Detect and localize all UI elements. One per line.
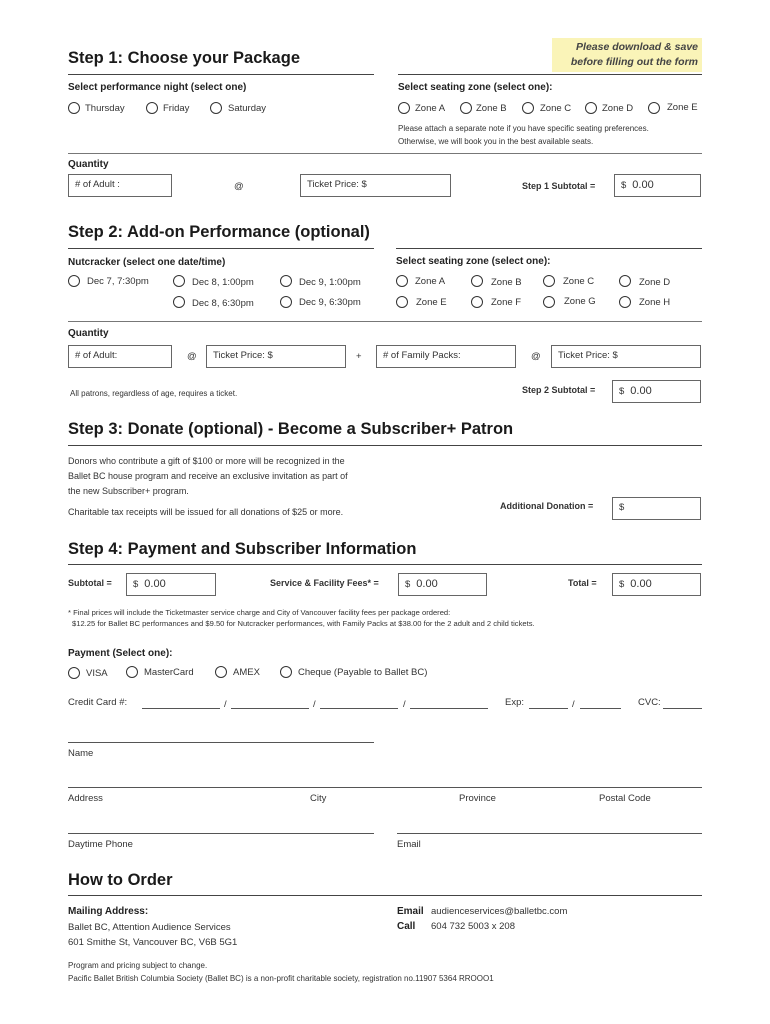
radio-dec7-730-label: Dec 7, 7:30pm bbox=[87, 276, 149, 287]
radio-s2-zone-h[interactable] bbox=[619, 296, 631, 308]
radio-friday-label: Friday bbox=[163, 103, 190, 114]
mailing-label: Mailing Address: bbox=[68, 906, 149, 917]
name-label: Name bbox=[68, 748, 94, 759]
cc-slash-2: / bbox=[313, 699, 316, 710]
radio-s1-zone-c[interactable] bbox=[522, 102, 534, 114]
step1-adult-placeholder: # of Adult : bbox=[75, 179, 120, 190]
step2-price-field[interactable] bbox=[206, 345, 346, 368]
radio-dec8-100-label: Dec 8, 1:00pm bbox=[192, 277, 254, 288]
radio-s2-zone-b[interactable] bbox=[471, 275, 483, 287]
step1-quantity-divider bbox=[68, 153, 702, 154]
total-label: Total = bbox=[568, 578, 597, 588]
radio-s1-zone-c-label: Zone C bbox=[540, 103, 572, 114]
step2-zone-label: Select seating zone (select one): bbox=[396, 256, 551, 267]
step1-quantity-label: Quantity bbox=[68, 159, 109, 170]
radio-s1-zone-a[interactable] bbox=[398, 102, 410, 114]
footer-line-2: Pacific Ballet British Columbia Society (Ballet BC) is a non-profit charitable society, registration no.11907 5364 RROOO1 bbox=[68, 974, 494, 983]
radio-s1-zone-e[interactable] bbox=[648, 102, 660, 114]
address-line-1: Ballet BC, Attention Audience Services bbox=[68, 922, 231, 933]
city-label: City bbox=[310, 793, 327, 804]
download-note-line2: before filling out the form bbox=[570, 56, 698, 68]
cc-segment-2[interactable] bbox=[231, 708, 309, 709]
step2-divider-left bbox=[68, 248, 374, 249]
step2-adult-placeholder: # of Adult: bbox=[75, 350, 118, 361]
step2-patrons-note: All patrons, regardless of age, requires a ticket. bbox=[70, 389, 238, 398]
step2-quantity-label: Quantity bbox=[68, 328, 109, 339]
exp-year-line[interactable] bbox=[580, 708, 621, 709]
radio-amex-label: AMEX bbox=[233, 667, 260, 678]
radio-mastercard-label: MasterCard bbox=[144, 667, 194, 678]
order-divider bbox=[68, 895, 702, 896]
radio-s2-zone-c[interactable] bbox=[543, 275, 555, 287]
radio-s1-zone-b-label: Zone B bbox=[476, 103, 507, 114]
cc-slash-1: / bbox=[224, 699, 227, 710]
radio-thursday-label: Thursday bbox=[85, 103, 125, 114]
subtotal-label: Subtotal = bbox=[68, 578, 112, 588]
radio-friday[interactable] bbox=[146, 102, 158, 114]
cc-segment-4[interactable] bbox=[410, 708, 488, 709]
step1-zone-note1: Please attach a separate note if you have specific seating preferences. bbox=[398, 124, 649, 133]
step1-subtotal-value: 0.00 bbox=[632, 179, 654, 191]
radio-saturday-label: Saturday bbox=[228, 103, 267, 114]
address-label: Address bbox=[68, 793, 103, 804]
step2-quantity-divider bbox=[68, 321, 702, 322]
step1-title: Step 1: Choose your Package bbox=[68, 49, 300, 67]
cvc-line[interactable] bbox=[663, 708, 702, 709]
phone-line[interactable] bbox=[68, 833, 374, 834]
step2-subtotal-currency: $ bbox=[619, 386, 625, 397]
fees-label: Service & Facility Fees* = bbox=[270, 578, 379, 588]
step2-at2: @ bbox=[531, 351, 541, 362]
radio-dec9-630-label: Dec 9, 6:30pm bbox=[299, 297, 361, 308]
radio-thursday[interactable] bbox=[68, 102, 80, 114]
step2-plus: + bbox=[356, 351, 362, 362]
radio-s2-zone-c-label: Zone C bbox=[563, 276, 595, 287]
step1-subtotal-currency: $ bbox=[621, 180, 627, 191]
step2-divider-right bbox=[396, 248, 702, 249]
radio-dec9-100[interactable] bbox=[280, 275, 292, 287]
step2-subtotal-label: Step 2 Subtotal = bbox=[522, 385, 596, 395]
step1-subtotal-label: Step 1 Subtotal = bbox=[522, 181, 596, 191]
step1-zone-note2: Otherwise, we will book you in the best available seats. bbox=[398, 137, 594, 146]
step2-title: Step 2: Add-on Performance (optional) bbox=[68, 223, 370, 241]
step3-line1: Donors who contribute a gift of $100 or more will be recognized in the bbox=[68, 456, 345, 466]
step1-night-label: Select performance night (select one) bbox=[68, 82, 247, 93]
postal-label: Postal Code bbox=[599, 793, 651, 804]
radio-dec9-100-label: Dec 9, 1:00pm bbox=[299, 277, 361, 288]
fine-print-2: $12.25 for Ballet BC performances and $9.50 for Nutcracker performances, with Family Packs at $38.00 for the 2 adult and 2 child tickets. bbox=[72, 619, 535, 628]
total-currency: $ bbox=[619, 579, 625, 590]
step1-price-field[interactable] bbox=[300, 174, 451, 197]
radio-dec9-630[interactable] bbox=[280, 296, 292, 308]
exp-month-line[interactable] bbox=[529, 708, 568, 709]
download-note bbox=[552, 38, 702, 72]
step2-date-label: Nutcracker (select one date/time) bbox=[68, 257, 226, 268]
download-note-line1: Please download & save bbox=[576, 41, 698, 53]
fees-value: 0.00 bbox=[416, 578, 438, 590]
radio-s2-zone-a[interactable] bbox=[396, 275, 408, 287]
cc-segment-3[interactable] bbox=[320, 708, 398, 709]
radio-s2-zone-e-label: Zone E bbox=[416, 297, 447, 308]
step4-title: Step 4: Payment and Subscriber Information bbox=[68, 540, 417, 558]
step2-family-price-placeholder: Ticket Price: $ bbox=[558, 350, 618, 361]
radio-dec7-730[interactable] bbox=[68, 275, 80, 287]
exp-slash: / bbox=[572, 699, 575, 710]
radio-s2-zone-g-label: Zone G bbox=[564, 296, 596, 307]
step1-divider-right bbox=[398, 74, 702, 75]
radio-s2-zone-a-label: Zone A bbox=[415, 276, 446, 287]
radio-cheque[interactable] bbox=[280, 666, 292, 678]
phone-label: Daytime Phone bbox=[68, 839, 133, 850]
order-title: How to Order bbox=[68, 871, 173, 889]
email-line[interactable] bbox=[397, 833, 702, 834]
radio-s2-zone-d-label: Zone D bbox=[639, 277, 671, 288]
radio-s2-zone-f[interactable] bbox=[471, 296, 483, 308]
step2-family-placeholder: # of Family Packs: bbox=[383, 350, 461, 361]
step2-price-placeholder: Ticket Price: $ bbox=[213, 350, 273, 361]
step2-at: @ bbox=[187, 351, 197, 362]
step1-adult-field[interactable] bbox=[68, 174, 172, 197]
order-email-value[interactable]: audienceservices@balletbc.com bbox=[431, 906, 568, 917]
total-field[interactable] bbox=[612, 573, 701, 596]
donation-currency: $ bbox=[619, 502, 625, 513]
address-line-2: 601 Smithe St, Vancouver BC, V6B 5G1 bbox=[68, 937, 238, 948]
radio-s1-zone-d-label: Zone D bbox=[602, 103, 634, 114]
step2-adult-field[interactable] bbox=[68, 345, 172, 368]
step2-family-field[interactable] bbox=[376, 345, 516, 368]
donation-field[interactable] bbox=[612, 497, 701, 520]
step2-subtotal-value: 0.00 bbox=[630, 385, 652, 397]
step1-price-placeholder: Ticket Price: $ bbox=[307, 179, 367, 190]
step1-zone-label: Select seating zone (select one): bbox=[398, 82, 553, 93]
order-email-label: Email bbox=[397, 906, 424, 917]
radio-s1-zone-d[interactable] bbox=[585, 102, 597, 114]
step3-divider bbox=[68, 445, 702, 446]
exp-label: Exp: bbox=[505, 697, 525, 708]
fees-field[interactable] bbox=[398, 573, 487, 596]
radio-visa[interactable] bbox=[68, 667, 80, 679]
cc-slash-3: / bbox=[403, 699, 406, 710]
cc-segment-1[interactable] bbox=[142, 708, 220, 709]
subtotal-field[interactable] bbox=[126, 573, 216, 596]
payment-label: Payment (Select one): bbox=[68, 648, 173, 659]
radio-s1-zone-b[interactable] bbox=[460, 102, 472, 114]
address-line[interactable] bbox=[68, 787, 702, 788]
email-field-label: Email bbox=[397, 839, 421, 850]
radio-mastercard[interactable] bbox=[126, 666, 138, 678]
step1-divider-left bbox=[68, 74, 374, 75]
step2-subtotal-field[interactable] bbox=[612, 380, 701, 403]
cc-label: Credit Card #: bbox=[68, 697, 128, 708]
step4-divider bbox=[68, 564, 702, 565]
radio-s1-zone-e-label: Zone E bbox=[667, 102, 698, 113]
donation-label: Additional Donation = bbox=[500, 501, 594, 511]
step3-line3: the new Subscriber+ program. bbox=[68, 486, 189, 496]
radio-cheque-label: Cheque (Payable to Ballet BC) bbox=[298, 667, 428, 678]
radio-dec8-630[interactable] bbox=[173, 296, 185, 308]
radio-s2-zone-f-label: Zone F bbox=[491, 297, 522, 308]
step3-line2: Ballet BC house program and receive an exclusive invitation as part of bbox=[68, 471, 348, 481]
province-label: Province bbox=[459, 793, 496, 804]
step2-family-price-field[interactable] bbox=[551, 345, 701, 368]
step1-subtotal-field[interactable] bbox=[614, 174, 701, 197]
radio-visa-label: VISA bbox=[86, 668, 108, 679]
radio-amex[interactable] bbox=[215, 666, 227, 678]
subtotal-currency: $ bbox=[133, 579, 139, 590]
order-call-value: 604 732 5003 x 208 bbox=[431, 921, 515, 932]
radio-dec8-100[interactable] bbox=[173, 275, 185, 287]
step3-title: Step 3: Donate (optional) - Become a Subscriber+ Patron bbox=[68, 420, 514, 438]
fees-currency: $ bbox=[405, 579, 411, 590]
total-value: 0.00 bbox=[630, 578, 652, 590]
footer-line-1: Program and pricing subject to change. bbox=[68, 961, 208, 970]
order-call-label: Call bbox=[397, 921, 416, 932]
step1-at: @ bbox=[234, 181, 244, 192]
subtotal-value: 0.00 bbox=[144, 578, 166, 590]
radio-s2-zone-b-label: Zone B bbox=[491, 277, 522, 288]
radio-s2-zone-h-label: Zone H bbox=[639, 297, 671, 308]
cvc-label: CVC: bbox=[638, 697, 661, 708]
radio-saturday[interactable] bbox=[210, 102, 222, 114]
radio-s2-zone-d[interactable] bbox=[619, 275, 631, 287]
step3-line4: Charitable tax receipts will be issued for all donations of $25 or more. bbox=[68, 507, 344, 517]
radio-dec8-630-label: Dec 8, 6:30pm bbox=[192, 298, 254, 309]
name-line[interactable] bbox=[68, 742, 374, 743]
fine-print-1: * Final prices will include the Ticketmaster service charge and City of Vancouver facility fees per package ordered: bbox=[68, 608, 451, 617]
radio-s2-zone-e[interactable] bbox=[396, 296, 408, 308]
radio-s1-zone-a-label: Zone A bbox=[415, 103, 446, 114]
radio-s2-zone-g[interactable] bbox=[543, 296, 555, 308]
